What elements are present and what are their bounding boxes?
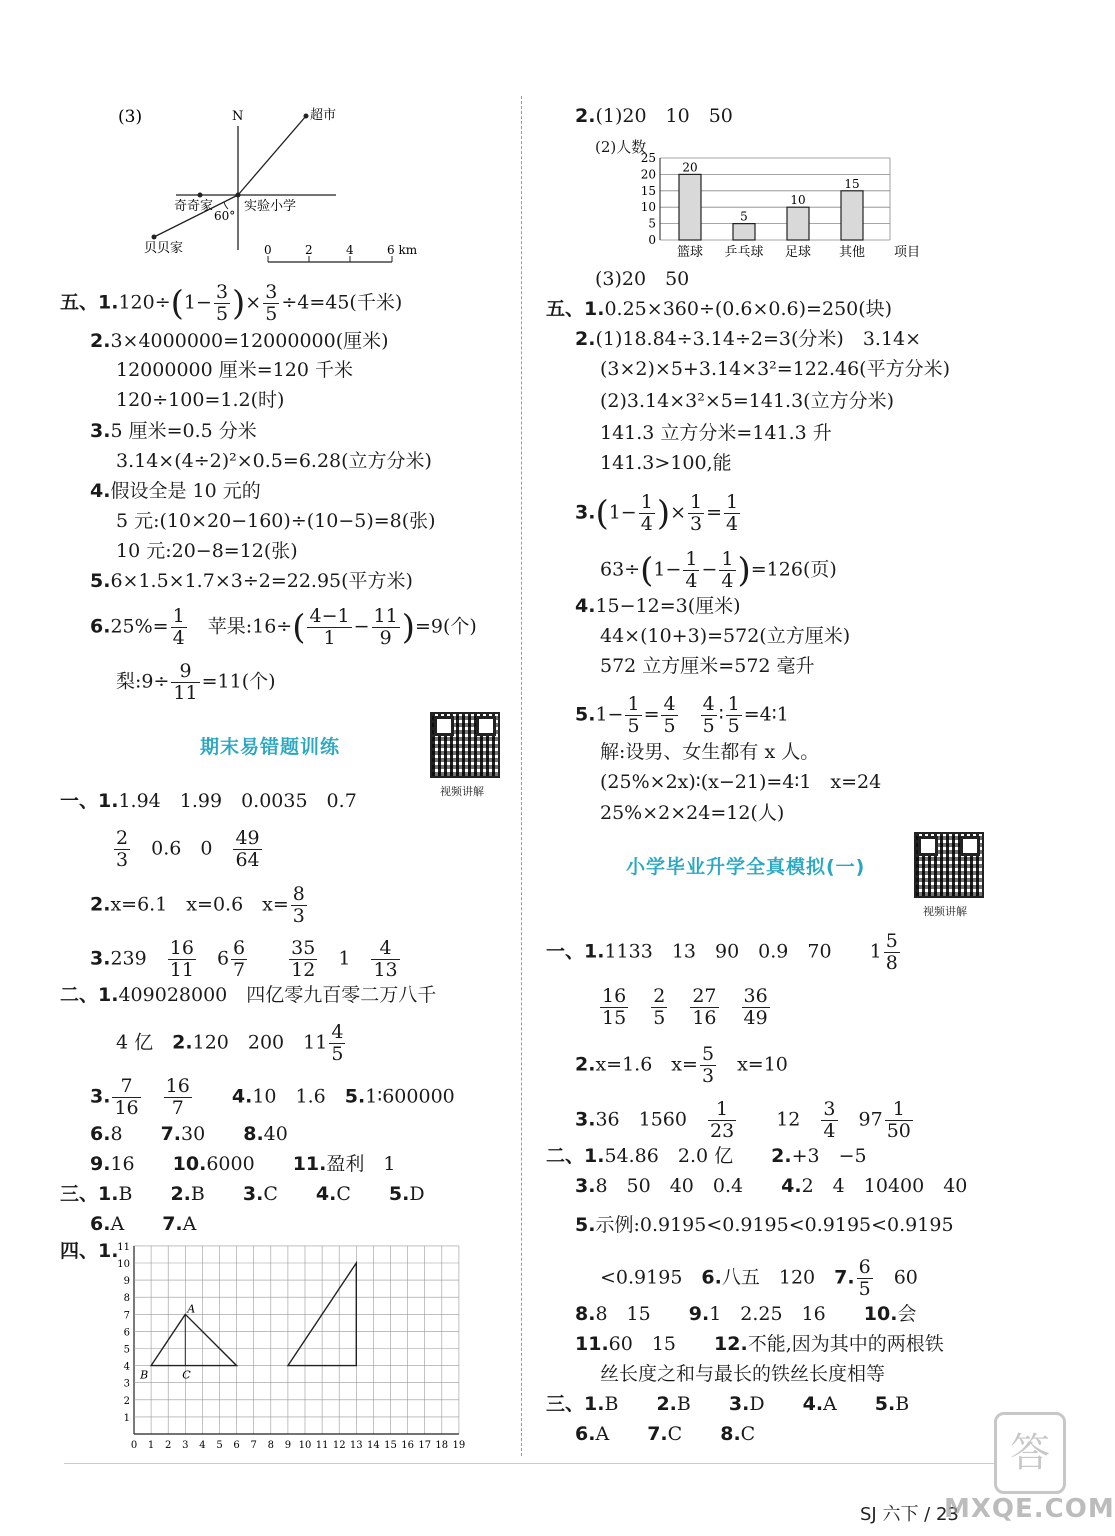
r5-q5-l2: 解:设男、女生都有 x 人。 [600,741,820,763]
x-tick-label: 15 [384,1440,397,1451]
m2-q8-q10: 8.8 15 9.1 2.25 16 10.会 [575,1303,917,1325]
bar-篮球 [679,174,701,240]
r5-q5-l4: 25%×2×24=12(人) [600,802,785,824]
m1-q2: 2.x=1.6 x= $\frac{5}{3}$ x=10 [575,1043,788,1087]
bar-乒乓球 [733,224,755,240]
school-point [236,193,241,198]
w1-q1-line1: 一、1.1.94 1.99 0.0035 0.7 [60,790,357,812]
r5-q1: 五、1.0.25×360÷(0.6×0.6)=250(块) [546,298,893,320]
m1-q3: 3.36 1560 $\frac{1}{23}$ 12 $\frac{3}{4}$ 97 $\frac{1}{50}$ [575,1098,911,1142]
y-tick-label: 2 [123,1395,130,1407]
r5-q4-l2: 44×(10+3)=572(立方厘米) [600,625,851,647]
watermark-seal-icon: 答 [994,1412,1066,1494]
triangle-original [151,1314,237,1365]
s5-q2-line2: 12000000 厘米=120 千米 [116,359,353,381]
r5-q2-l1: 2.(1)18.84÷3.14÷2=3(分米) 3.14× [575,328,922,350]
w2-q1-q2: 4 亿 2.120 200 11 $\frac{4}{5}$ [116,1021,344,1065]
vertex-b-label: B [140,1368,149,1382]
r5-q5-l3: (25%×2x)∶(x−21)=4∶1 x=24 [600,771,882,793]
school-label: 实验小学 [244,199,297,214]
angle-label: 60° [214,209,236,223]
r5-q5-l1: 5.1− $\frac{1}{5}$ = $\frac{4}{5}$ $\frac{4}{5}$ ∶ $\frac{1}{5}$ =4∶1 [575,693,789,737]
section-title-mock: 小学毕业升学全真模拟(一) [626,856,866,878]
s5-q4-line2: 5 元:(10×20−160)÷(10−5)=8(张) [116,510,436,532]
w4-label: 四、1. [60,1240,119,1262]
y-tick-label: 6 [123,1327,130,1339]
scale-tick: 2 [305,243,313,257]
y-tick-label: 11 [117,1241,130,1253]
w2-q3-q5: 3. $\frac{7}{16}$ $\frac{16}{7}$ 4.10 1.6 5.1∶600000 [90,1075,455,1119]
x-tick-label: 18 [435,1440,449,1451]
bar-value-label: 5 [740,209,748,224]
y-tick-label: 0 [648,233,656,247]
r-q2-p3: (3)20 50 [595,268,690,290]
x-tick-label: 8 [267,1440,274,1451]
y-tick-label: 8 [123,1293,130,1305]
m2-q3-q4: 3.8 50 40 0.4 4.2 4 10400 40 [575,1175,968,1197]
x-tick-label: 12 [332,1440,346,1451]
bar-value-label: 10 [790,193,806,208]
w1-q2: 2.x=6.1 x=0.6 x= $\frac{8}{3}$ [90,883,305,927]
y-tick-label: 5 [123,1344,130,1356]
column-divider [521,96,522,1456]
m3-line1: 三、1.B 2.B 3.D 4.A 5.B [546,1393,910,1415]
s5-q1: 五、1.120÷(1− $\frac{3}{5}$ )× $\frac{3}{5}$ ÷4=45(千米) [60,281,403,325]
s5-q2-line3: 120÷100=1.2(时) [116,389,285,411]
s5-q2-line1: 2.3×4000000=12000000(厘米) [90,330,389,352]
m2-q1-q2: 二、1.54.86 2.0 亿 2.+3 −5 [546,1145,867,1167]
s5-q3-line2: 3.14×(4÷2)²×0.5=6.28(立方分米) [116,450,432,472]
qr-code-icon[interactable] [430,712,500,778]
y-tick-label: 3 [123,1378,130,1390]
x-tick-label: 7 [250,1440,257,1451]
x-tick-label: 3 [182,1440,189,1451]
x-tick-label: 6 [233,1440,240,1451]
scale-tick: 4 [346,243,354,257]
y-tick-label: 10 [640,200,656,215]
m2-q11-q12: 11.60 15 12.不能,因为其中的两根铁 [575,1333,944,1355]
w3-line2: 6.A 7.A [90,1213,197,1235]
north-label: N [232,109,244,124]
m1-q1-l1: 一、1.1133 13 90 0.9 70 1 $\frac{5}{8}$ [546,930,898,974]
x-tick-label: 16 [401,1440,414,1451]
w2-q6-q8: 6.8 7.30 8.40 [90,1123,288,1145]
x-tick-label: 乒乓球 [724,245,764,260]
direction-map [110,100,430,270]
r5-q4-l3: 572 立方厘米=572 毫升 [600,655,815,677]
x-tick-label: 10 [298,1440,312,1451]
x-tick-label: 5 [216,1440,223,1451]
s5-q4-line3: 10 元:20−8=12(张) [116,540,298,562]
beibei-point [152,235,157,240]
m2-q5-l2: <0.9195 6.八五 120 7. $\frac{6}{5}$ 60 [600,1256,918,1300]
w2-q9-q11: 9.16 10.6000 11.盈利 1 [90,1153,396,1175]
scale-tick: 6 km [387,243,418,257]
bar-其他 [841,191,863,240]
vertex-c-label: C [182,1368,191,1382]
x-tick-label: 14 [367,1440,380,1451]
x-tick-label: 1 [147,1440,155,1451]
w1-q3: 3.239 $\frac{16}{11}$ 6 $\frac{6}{7}$ $\frac{35}{12}$ 1 $\frac{4}{13}$ [90,937,398,981]
y-tick-label: 9 [123,1276,130,1288]
bar-chart [630,150,920,265]
y-tick-label: 25 [640,151,656,165]
m2-q5-l1: 5.示例:0.9195<0.9195<0.9195<0.9195 [575,1214,954,1236]
s5-q3-line1: 3.5 厘米=0.5 分米 [90,420,257,442]
s5-q4-line1: 4.假设全是 10 元的 [90,480,261,502]
r-q2-p1: 2.(1)20 10 50 [575,105,733,127]
footer-rule [64,1463,994,1464]
y-tick-label: 4 [123,1361,130,1373]
qr-label: 视频讲解 [440,785,484,798]
s5-q5: 5.6×1.5×1.7×3÷2=22.95(平方米) [90,570,413,592]
bar-value-label: 20 [682,160,698,175]
x-tick-label: 13 [349,1440,363,1451]
r5-q2-l5: 141.3>100,能 [600,452,732,474]
x-tick-label: 2 [165,1440,172,1451]
path-supermarket [238,116,306,195]
r5-q2-l2: (3×2)×5+3.14×3²=122.46(平方分米) [600,358,951,380]
m2-q12-l2: 丝长度之和与最长的铁丝长度相等 [600,1363,886,1385]
x-tick-label: 4 [199,1440,206,1451]
m3-line2: 6.A 7.C 8.C [575,1423,756,1445]
qiqi-point [198,193,203,198]
page-code: SJ 六下 / 23 [860,1504,959,1525]
r5-q3-l2: 63÷(1− $\frac{1}{4}$ − $\frac{1}{4}$ )=126(页) [600,548,837,592]
r5-q3-l1: 3.(1− $\frac{1}{4}$ )× $\frac{1}{3}$ = $\frac{1}{4}$ [575,491,739,535]
s5-q6-line1: 6.25%= $\frac{1}{4}$ 苹果:16÷( $\frac{4-1}{1}$ − $\frac{11}{9}$ )=9(个) [90,605,477,649]
qiqi-label: 奇奇家 [174,199,214,214]
x-tick-label: 11 [315,1440,329,1451]
x-tick-label: 0 [130,1440,138,1451]
r5-q2-l4: 141.3 立方分米=141.3 升 [600,422,832,444]
angle-arc [224,202,228,209]
w1-q1-line2: $\frac{2}{3}$ 0.6 0 $\frac{49}{64}$ [116,827,260,871]
x-axis-label: 项目 [894,245,921,260]
x-tick-label: 其他 [838,245,866,260]
r5-q2-l3: (2)3.14×3²×5=141.3(立方分米) [600,390,894,412]
vertex-a-label: A [187,1302,196,1316]
supermarket-point [304,114,309,119]
watermark-text: MXQE.COM [944,1494,1115,1524]
x-tick-label: 19 [452,1440,466,1451]
y-tick-label: 20 [640,167,656,182]
qr-label: 视频讲解 [923,905,967,918]
w2-q1-line1: 二、1.409028000 四亿零九百零二万八千 [60,984,437,1006]
coordinate-grid [112,1240,466,1455]
y-tick-label: 1 [123,1412,130,1424]
qr-code-icon[interactable] [914,832,984,898]
x-tick-label: 9 [284,1440,292,1451]
scale-tick: 0 [264,243,272,257]
x-tick-label: 17 [418,1440,432,1451]
w3-line1: 三、1.B 2.B 3.C 4.C 5.D [60,1183,425,1205]
x-tick-label: 足球 [784,245,812,260]
map-label: (3) [118,107,143,127]
bar-value-label: 15 [844,176,860,191]
y-tick-label: 15 [640,183,656,198]
r5-q4-l1: 4.15−12=3(厘米) [575,595,741,617]
supermarket-label: 超市 [310,108,337,123]
beibei-label: 贝贝家 [144,241,184,256]
m1-q1-l2: $\frac{16}{15}$ $\frac{2}{5}$ $\frac{27}{16}$ $\frac{36}{49}$ [602,985,768,1029]
section-title-wrong: 期末易错题训练 [200,736,341,758]
y-tick-label: 5 [648,216,656,231]
y-tick-label: 7 [123,1310,130,1322]
bar-足球 [787,207,809,240]
s5-q6-line2: 梨:9÷ $\frac{9}{11}$ =11(个) [116,660,276,704]
x-tick-label: 篮球 [676,245,704,260]
r-q2-p2: (2)人数 [595,138,647,156]
y-tick-label: 10 [117,1259,130,1270]
